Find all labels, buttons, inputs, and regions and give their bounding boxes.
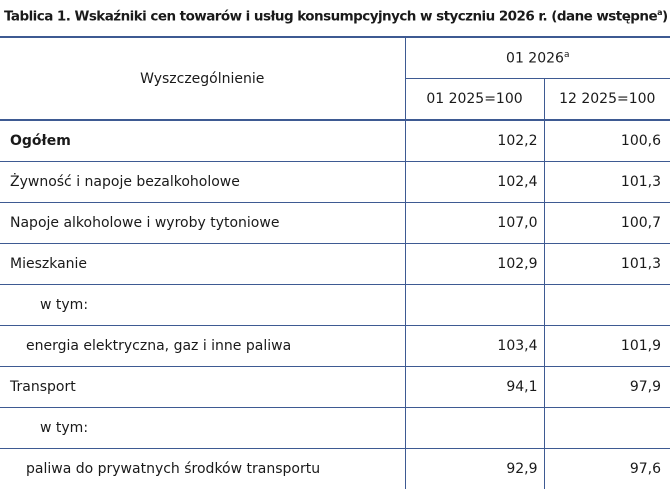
table-row	[0, 448, 670, 489]
header-period-text: 01 2026	[506, 50, 564, 67]
row-value-yoy: 92,9	[405, 448, 544, 489]
row-value-mom	[544, 407, 670, 448]
header-col-yoy: 01 2025=100	[405, 79, 544, 121]
header-col-mom: 12 2025=100	[559, 91, 656, 107]
row-value-yoy: 102,2	[405, 120, 544, 161]
table-row	[0, 243, 670, 284]
row-value-mom: 100,6	[544, 120, 670, 161]
table-row	[0, 407, 670, 448]
row-value-yoy: 102,9	[405, 243, 544, 284]
row-label: Żywność i napoje bezalkoholowe	[0, 161, 405, 202]
row-value-mom: 100,7	[544, 202, 670, 243]
price-index-table	[0, 36, 670, 489]
row-label: Mieszkanie	[0, 243, 405, 284]
table-row	[0, 284, 670, 325]
row-value-yoy: 94,1	[405, 366, 544, 407]
row-value-mom: 97,6	[544, 448, 670, 489]
row-label: w tym:	[0, 407, 405, 448]
row-value-mom	[544, 284, 670, 325]
table-row	[0, 366, 670, 407]
row-value-yoy	[405, 407, 544, 448]
header-row	[0, 37, 670, 79]
row-value-yoy: 107,0	[405, 202, 544, 243]
header-label: Wyszczególnienie	[0, 37, 405, 120]
row-label: Ogółem	[0, 120, 405, 161]
row-label: Transport	[0, 366, 405, 407]
row-value-mom: 101,3	[544, 243, 670, 284]
row-value-mom: 101,3	[544, 161, 670, 202]
header-period-footnote: a	[563, 49, 570, 60]
table-title-footnote: a	[657, 8, 662, 17]
table-title-text: Tablica 1. Wskaźniki cen towarów i usług konsumpcyjnych w styczniu 2026 r. (dane wstępne	[4, 8, 658, 25]
row-value-mom: 101,9	[544, 325, 670, 366]
row-label: energia elektryczna, gaz i inne paliwa	[0, 325, 405, 366]
row-value-yoy: 103,4	[405, 325, 544, 366]
table-row	[0, 120, 670, 161]
row-value-mom: 97,9	[544, 366, 670, 407]
row-label: Napoje alkoholowe i wyroby tytoniowe	[0, 202, 405, 243]
row-label: paliwa do prywatnych środków transportu	[0, 448, 405, 489]
header-period	[405, 37, 670, 79]
row-value-yoy	[405, 284, 544, 325]
table-title	[4, 8, 670, 25]
table-row	[0, 325, 670, 366]
table-row	[0, 161, 670, 202]
table-row	[0, 202, 670, 243]
table-title-close: )	[661, 8, 668, 25]
row-value-yoy: 102,4	[405, 161, 544, 202]
row-label: w tym:	[0, 284, 405, 325]
